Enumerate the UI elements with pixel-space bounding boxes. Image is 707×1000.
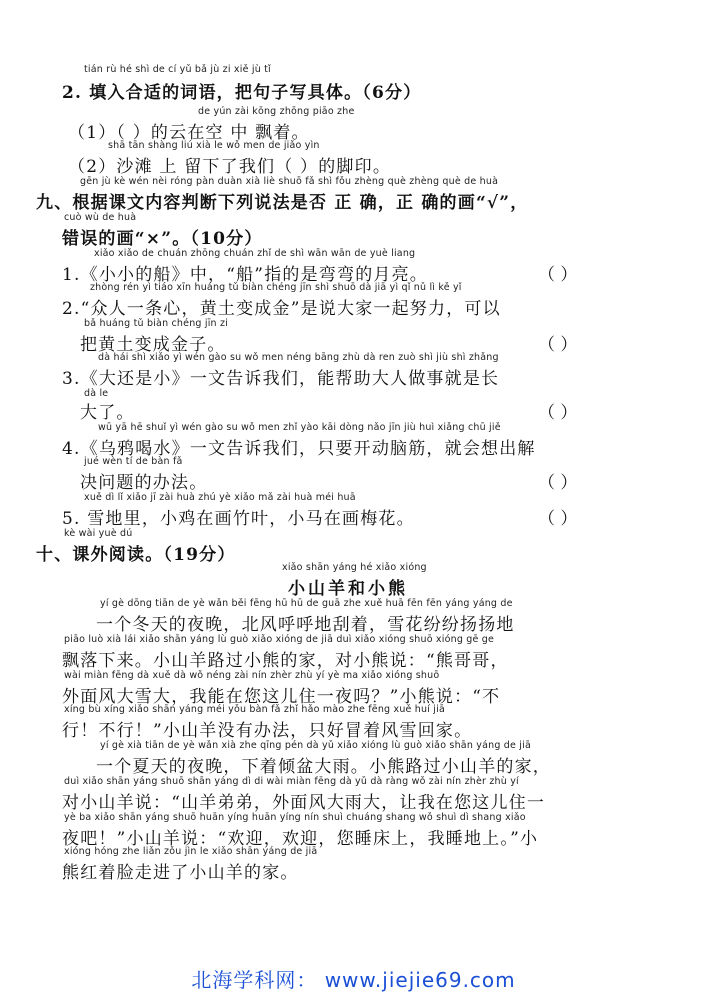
- story-line-8: 熊红着脸走进了小山羊的家。: [62, 863, 299, 883]
- q9-item-3-answer-box[interactable]: （ ）: [538, 403, 578, 423]
- q9-item-3-pinyin: dà hái shì xiǎo yì wén gào su wǒ men néng bāng zhù dà ren zuò shì jiù shì zhǎng: [98, 352, 499, 363]
- q9-item-4-pinyin: wū yā hē shuǐ yì wén gào su wǒ men zhǐ yào kāi dòng nǎo jīn jiù huì xiǎng chū jiě: [98, 422, 501, 433]
- story-line-3-pinyin: wài miàn fēng dà xuě dà wǒ néng zài nín zhèr zhù yí yè ma xiǎo xióng shuō: [64, 670, 440, 681]
- story-title: 小山羊和小熊: [288, 579, 408, 599]
- q9-title: 九、根据课文内容判断下列说法是否 正 确，正 确的画“√”，: [36, 193, 529, 213]
- q10-title: 十、课外阅读。（19分）: [36, 545, 236, 565]
- story-line-6-pinyin: duì xiǎo shān yáng shuō shān yáng dì di wài miàn fēng dà yǔ dà ràng wǒ zài nín zhèr zhù yí: [64, 776, 519, 787]
- story-line-1-pinyin: yí gè dōng tiān de yè wǎn běi fēng hū hū de guā zhe xuě huā fēn fēn yáng yáng de: [100, 598, 513, 609]
- q9-item-5-text: 5. 雪地里，小鸡在画竹叶，小马在画梅花。: [62, 509, 415, 529]
- story-line-4: 行！不行！”小山羊没有办法，只好冒着风雪回家。: [62, 721, 473, 741]
- story-line-3: 外面风大雪大，我能在您这儿住一夜吗？”小熊说：“不: [62, 687, 501, 707]
- q10-pinyin: kè wài yuè dú: [64, 528, 133, 539]
- story-line-7-pinyin: yè ba xiǎo shān yáng shuō huān yíng huān yíng nín shuì chuáng shang wǒ shuì dì shang xiǎo: [64, 812, 526, 823]
- story-line-6: 对小山羊说：“山羊弟弟，外面风大雨大，让我在您这儿住一: [62, 793, 546, 813]
- footer-site-link[interactable]: 北海学科网： www.jiejie69.com: [191, 968, 516, 992]
- q9-item-2-answer-box[interactable]: （ ）: [538, 335, 578, 355]
- q9-item-1-answer-box[interactable]: （ ）: [538, 265, 578, 285]
- q2-s1-pinyin: de yún zài kōng zhōng piāo zhe: [198, 106, 355, 117]
- q2-title: 2. 填入合适的词语，把句子写具体。（6分）: [62, 83, 422, 103]
- q9-item-2-text: 2.“众人一条心，黄土变成金”是说大家一起努力，可以: [62, 299, 501, 319]
- q2-pinyin: tián rù hé shì de cí yǔ bǎ jù zi xiě jù tǐ: [84, 64, 271, 75]
- q9-item-4-pinyin-2: jué wèn tí de bàn fǎ: [84, 456, 183, 467]
- q2-sentence-2: （2）沙滩 上 留下了我们（ ）的脚印。: [68, 157, 392, 177]
- story-line-8-pinyin: xióng hóng zhe liǎn zǒu jìn le xiǎo shān yáng de jiā: [64, 846, 318, 857]
- story-line-2: 飘落下来。小山羊路过小熊的家，对小熊说：“熊哥哥，: [62, 651, 509, 671]
- q9-item-2-pinyin-2: bǎ huáng tǔ biàn chéng jīn zi: [84, 318, 229, 329]
- q9-pinyin: gēn jù kè wén nèi róng pàn duàn xià liè shuō fǎ shì fǒu zhèng què zhèng què de huà: [80, 176, 499, 187]
- story-line-4-pinyin: xíng bù xíng xiǎo shān yáng méi yǒu bàn fǎ zhǐ hǎo mào zhe fēng xuě huí jiā: [64, 704, 446, 715]
- story-line-5: 一个夏天的夜晚，下着倾盆大雨。小熊路过小山羊的家，: [96, 757, 551, 777]
- q9-item-3-text: 3.《大还是小》一文告诉我们，能帮助大人做事就是长: [62, 369, 500, 389]
- q9-item-5-pinyin: xuě dì lǐ xiǎo jī zài huà zhú yè xiǎo mǎ zài huà méi huā: [84, 492, 356, 503]
- q9-item-3-text-2: 大了。: [80, 403, 135, 423]
- q2-sentence-1: （1）（ ）的云在空 中 飘着。: [68, 123, 310, 143]
- story-line-5-pinyin: yí gè xià tiān de yè wǎn xià zhe qīng pén dà yǔ xiǎo xióng lù guò xiǎo shān yáng de jiā: [100, 740, 531, 751]
- story-line-2-pinyin: piāo luò xià lái xiǎo shān yáng lù guò xiǎo xióng de jiā duì xiǎo xióng shuō xióng gē ge: [64, 634, 495, 645]
- q9-pinyin-2: cuò wù de huà: [64, 212, 137, 223]
- q9-item-1-text: 1.《小小的船》中，“船”指的是弯弯的月亮。: [62, 265, 429, 285]
- story-line-7: 夜吧！”小山羊说：“欢迎，欢迎，您睡床上，我睡地上。”小: [62, 829, 539, 849]
- q9-item-2-pinyin: zhòng rén yì tiáo xīn huáng tǔ biàn chéng jīn shì shuō dà jiā yì qǐ nǔ lì kě yǐ: [90, 282, 462, 293]
- story-title-pinyin: xiǎo shān yáng hé xiǎo xióng: [282, 562, 427, 573]
- q9-item-4-answer-box[interactable]: （ ）: [538, 473, 578, 493]
- q9-item-5-answer-box[interactable]: （ ）: [538, 509, 578, 529]
- q9-item-2-text-2: 把黄土变成金子。: [80, 335, 226, 355]
- q9-item-4-text-2: 决问题的办法。: [80, 473, 208, 493]
- q9-title-2: 错误的画“×”。（10分）: [62, 229, 263, 249]
- q2-s2-pinyin: shā tān shàng liú xià le wǒ men de jiǎo yìn: [108, 140, 320, 151]
- q9-item-4-text: 4.《乌鸦喝水》一文告诉我们，只要开动脑筋，就会想出解: [62, 439, 536, 459]
- q9-item-3-pinyin-2: dà le: [84, 388, 109, 399]
- story-line-1: 一个冬天的夜晚，北风呼呼地刮着，雪花纷纷扬扬地: [96, 615, 515, 635]
- q9-item-1-pinyin: xiǎo xiǎo de chuán zhōng chuán zhǐ de shì wān wān de yuè liang: [94, 248, 416, 259]
